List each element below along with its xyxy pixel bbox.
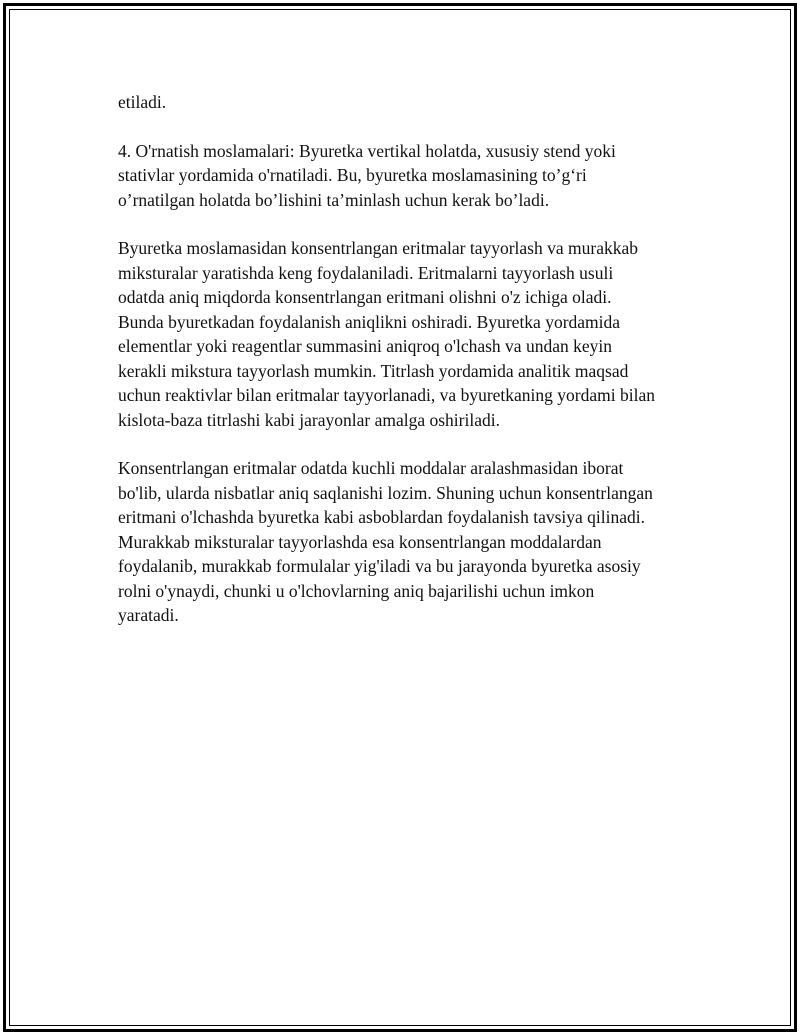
text-line: eritmani o'lchashda byuretka kabi asboblardan foydalanish tavsiya qilinadi. [118, 507, 646, 527]
text-line: 4. O'rnatish moslamalari: Byuretka vertikal holatda, xususiy stend yoki [118, 140, 616, 161]
text-line: yaratadi. [118, 605, 179, 625]
paragraph-concentrated-solutions [118, 456, 688, 628]
text-line: etiladi. [118, 92, 167, 112]
text-line: stativlar yordamida o'rnatiladi. Bu, byuretka moslamasining to’g‘ri [118, 165, 587, 185]
text-line: kislota-baza titrlashi kabi jarayonlar amalga oshiriladi. [118, 409, 500, 430]
text-line: kerakli mikstura tayyorlash mumkin. Titrlash yordamida analitik maqsad [118, 360, 629, 381]
document-body [118, 90, 688, 652]
text-line: Konsentrlangan eritmalar odatda kuchli moddalar aralashmasidan iborat [118, 458, 624, 478]
text-line: uchun reaktivlar bilan eritmalar tayyorlanadi, va byuretkaning yordami bilan [118, 385, 655, 405]
text-line: elementlar yoki reagentlar summasini aniqroq o'lchash va undan keyin [118, 336, 612, 356]
text-line: odatda aniq miqdorda konsentrlangan eritmani olishni o'z ichiga oladi. [118, 287, 612, 307]
text-line: bo'lib, ularda nisbatlar aniq saqlanishi lozim. Shuning uchun konsentrlangan [118, 482, 653, 503]
text-line: Byuretka moslamasidan konsentrlangan eritmalar tayyorlash va murakkab [118, 238, 638, 258]
paragraph-burette-usage [118, 236, 688, 432]
text-line: miksturalar yaratishda keng foydalaniladi. Eritmalarni tayyorlash usuli [118, 262, 614, 283]
text-line: Bunda byuretkadan foydalanish aniqlikni oshiradi. Byuretka yordamida [118, 311, 621, 332]
paragraph-mounting-devices [118, 139, 688, 213]
text-line: o’rnatilgan holatda bo’lishini ta’minlash uchun kerak bo’ladi. [118, 189, 550, 210]
text-line: foydalanib, murakkab formulalar yig'iladi va bu jarayonda byuretka asosiy [118, 556, 641, 576]
text-line: Murakkab miksturalar tayyorlashda esa konsentrlangan moddalardan [118, 531, 602, 552]
text-line: rolni o'ynaydi, chunki u o'lchovlarning aniq bajarilishi uchun imkon [118, 580, 595, 601]
paragraph-continuation [118, 90, 688, 115]
